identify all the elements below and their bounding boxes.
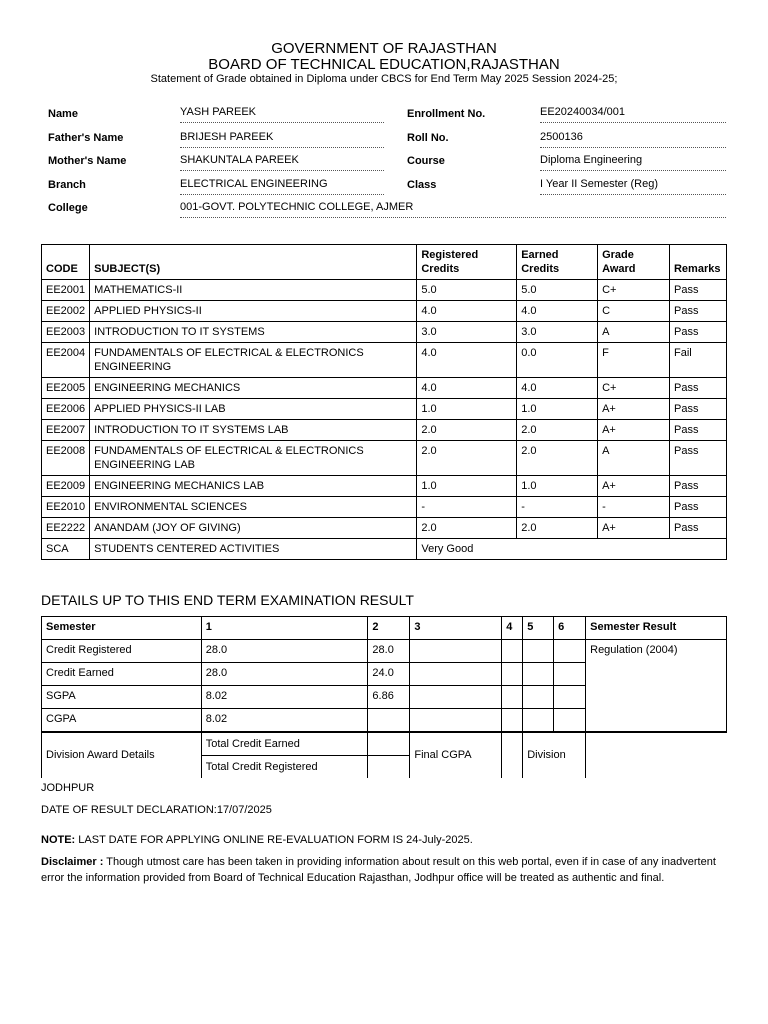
course-value: Diploma Engineering: [540, 154, 726, 171]
subject-grade-cell: -: [598, 497, 670, 518]
name-label: Name: [48, 108, 78, 120]
subject-reg-cell: 2.0: [417, 441, 517, 476]
subject-earned-cell: -: [517, 497, 598, 518]
course-label: Course: [407, 155, 445, 167]
college-label: College: [48, 202, 88, 214]
place: JODHPUR: [41, 782, 95, 794]
subject-reg-cell: 4.0: [417, 301, 517, 322]
subject-subject-cell: INTRODUCTION TO IT SYSTEMS LAB: [90, 420, 417, 441]
col-code: CODE: [42, 245, 90, 280]
subject-code-cell: EE2007: [42, 420, 90, 441]
header-statement: Statement of Grade obtained in Diploma under CBCS for End Term May 2025 Session 2024-25;: [150, 73, 618, 85]
row-label: SGPA: [42, 686, 202, 709]
subject-row: [42, 476, 727, 497]
result-row-credit-registered: [42, 640, 727, 663]
college-value: 001-GOVT. POLYTECHNIC COLLEGE, AJMER: [180, 201, 726, 218]
subject-row: [42, 378, 727, 399]
subject-grade-cell: A+: [598, 399, 670, 420]
subject-reg-cell: -: [417, 497, 517, 518]
sem1-value: 8.02: [201, 686, 368, 709]
subject-remarks-cell: Pass: [669, 476, 726, 497]
sem2-value: 28.0: [368, 640, 410, 663]
class-label: Class: [407, 179, 437, 191]
result-date: DATE OF RESULT DECLARATION:17/07/2025: [41, 804, 272, 816]
header-government: GOVERNMENT OF RAJASTHAN: [271, 40, 497, 57]
class-value: I Year II Semester (Reg): [540, 178, 726, 195]
sca-code-cell: SCA: [42, 539, 90, 560]
col-remarks: Remarks: [669, 245, 726, 280]
subject-code-cell: EE2006: [42, 399, 90, 420]
subject-reg-cell: 3.0: [417, 322, 517, 343]
subject-earned-cell: 2.0: [517, 518, 598, 539]
subject-code-cell: EE2008: [42, 441, 90, 476]
enrollment-value: EE20240034/001: [540, 106, 726, 123]
subject-earned-cell: 2.0: [517, 441, 598, 476]
row-label: Credit Earned: [42, 663, 202, 686]
subject-grade-cell: A+: [598, 420, 670, 441]
enrollment-label: Enrollment No.: [407, 108, 486, 120]
subject-subject-cell: ENGINEERING MECHANICS LAB: [90, 476, 417, 497]
subject-subject-cell: ANANDAM (JOY OF GIVING): [90, 518, 417, 539]
subject-row: [42, 441, 727, 476]
subject-grade-cell: F: [598, 343, 670, 378]
subject-remarks-cell: Pass: [669, 322, 726, 343]
sem1-value: 8.02: [201, 709, 368, 733]
subject-remarks-cell: Pass: [669, 378, 726, 399]
subject-earned-cell: 1.0: [517, 399, 598, 420]
subject-remarks-cell: Pass: [669, 420, 726, 441]
branch-value: ELECTRICAL ENGINEERING: [180, 178, 384, 195]
subject-earned-cell: 4.0: [517, 301, 598, 322]
subject-subject-cell: INTRODUCTION TO IT SYSTEMS: [90, 322, 417, 343]
subject-subject-cell: FUNDAMENTALS OF ELECTRICAL & ELECTRONICS ENGINEERING LAB: [90, 441, 417, 476]
subject-grade-cell: C+: [598, 280, 670, 301]
subject-earned-cell: 5.0: [517, 280, 598, 301]
subject-earned-cell: 3.0: [517, 322, 598, 343]
subject-earned-cell: 0.0: [517, 343, 598, 378]
subject-code-cell: EE2009: [42, 476, 90, 497]
subject-row: [42, 301, 727, 322]
subject-remarks-cell: Pass: [669, 399, 726, 420]
subject-reg-cell: 2.0: [417, 420, 517, 441]
col-semester-result: Semester Result: [586, 617, 727, 640]
subject-reg-cell: 4.0: [417, 378, 517, 399]
sca-row: [42, 539, 727, 560]
mother-value: SHAKUNTALA PAREEK: [180, 154, 384, 171]
division-award-label: Division Award Details: [42, 732, 202, 778]
sem1-value: 28.0: [201, 663, 368, 686]
subject-code-cell: EE2004: [42, 343, 90, 378]
subject-subject-cell: APPLIED PHYSICS-II: [90, 301, 417, 322]
subject-remarks-cell: Pass: [669, 301, 726, 322]
subject-subject-cell: ENVIRONMENTAL SCIENCES: [90, 497, 417, 518]
col-grade-award: Grade Award: [598, 245, 670, 280]
subject-grade-cell: A: [598, 322, 670, 343]
subject-remarks-cell: Pass: [669, 518, 726, 539]
name-value: YASH PAREEK: [180, 106, 384, 123]
subject-remarks-cell: Pass: [669, 441, 726, 476]
subject-earned-cell: 4.0: [517, 378, 598, 399]
subject-subject-cell: ENGINEERING MECHANICS: [90, 378, 417, 399]
subject-subject-cell: FUNDAMENTALS OF ELECTRICAL & ELECTRONICS ENGINEERING: [90, 343, 417, 378]
details-title: DETAILS UP TO THIS END TERM EXAMINATION RESULT: [41, 592, 414, 608]
sca-subject-cell: STUDENTS CENTERED ACTIVITIES: [90, 539, 417, 560]
subject-reg-cell: 2.0: [417, 518, 517, 539]
col-sem-3: 3: [410, 617, 502, 640]
col-semester: Semester: [42, 617, 202, 640]
regulation: Regulation (2004): [586, 640, 727, 733]
note: NOTE: LAST DATE FOR APPLYING ONLINE RE-EVALUATION FORM IS 24-July-2025.: [41, 834, 473, 846]
col-earned-credits: Earned Credits: [517, 245, 598, 280]
branch-label: Branch: [48, 179, 86, 191]
subject-code-cell: EE2005: [42, 378, 90, 399]
subject-earned-cell: 1.0: [517, 476, 598, 497]
subject-row: [42, 322, 727, 343]
sem2-value: 24.0: [368, 663, 410, 686]
subject-row: [42, 497, 727, 518]
subject-code-cell: EE2222: [42, 518, 90, 539]
subject-grade-cell: A+: [598, 476, 670, 497]
subject-reg-cell: 5.0: [417, 280, 517, 301]
subject-earned-cell: 2.0: [517, 420, 598, 441]
subject-subject-cell: APPLIED PHYSICS-II LAB: [90, 399, 417, 420]
col-sem-6: 6: [554, 617, 586, 640]
row-label: CGPA: [42, 709, 202, 733]
final-cgpa-label: Final CGPA: [410, 732, 502, 778]
subject-code-cell: EE2003: [42, 322, 90, 343]
total-credit-registered-label: Total Credit Registered: [201, 756, 368, 779]
subject-grade-cell: A+: [598, 518, 670, 539]
subject-row: [42, 399, 727, 420]
col-sem-1: 1: [201, 617, 368, 640]
col-sem-4: 4: [502, 617, 523, 640]
mother-label: Mother's Name: [48, 155, 127, 167]
subject-row: [42, 420, 727, 441]
subject-row: [42, 280, 727, 301]
subjects-table: [41, 244, 727, 560]
father-label: Father's Name: [48, 132, 124, 144]
father-value: BRIJESH PAREEK: [180, 131, 384, 148]
subject-code-cell: EE2001: [42, 280, 90, 301]
col-registered-credits: Registered Credits: [417, 245, 517, 280]
sem2-value: [368, 709, 410, 733]
subject-subject-cell: MATHEMATICS-II: [90, 280, 417, 301]
subject-reg-cell: 1.0: [417, 476, 517, 497]
result-header-row: [42, 617, 727, 640]
subject-code-cell: EE2010: [42, 497, 90, 518]
roll-label: Roll No.: [407, 132, 449, 144]
division-label: Division: [523, 732, 586, 778]
subject-row: [42, 343, 727, 378]
subject-remarks-cell: Fail: [669, 343, 726, 378]
subject-row: [42, 518, 727, 539]
sem1-value: 28.0: [201, 640, 368, 663]
subjects-header-row: [42, 245, 727, 280]
subject-grade-cell: C+: [598, 378, 670, 399]
col-sem-2: 2: [368, 617, 410, 640]
division-row-1: [42, 732, 727, 756]
result-table: [41, 616, 727, 778]
col-sem-5: 5: [523, 617, 554, 640]
subject-code-cell: EE2002: [42, 301, 90, 322]
subject-reg-cell: 4.0: [417, 343, 517, 378]
disclaimer: Disclaimer : Though utmost care has been taken in providing information about result on this web portal, even if in case of any inadvertent error the information provided from Board of Technical Education Rajasthan, Jodhpur office will be treated as authentic and final.: [41, 856, 716, 884]
row-label: Credit Registered: [42, 640, 202, 663]
subject-reg-cell: 1.0: [417, 399, 517, 420]
subject-remarks-cell: Pass: [669, 497, 726, 518]
header-board: BOARD OF TECHNICAL EDUCATION,RAJASTHAN: [208, 56, 560, 73]
subject-remarks-cell: Pass: [669, 280, 726, 301]
roll-value: 2500136: [540, 131, 726, 148]
sca-value-cell: Very Good: [417, 539, 727, 560]
subject-grade-cell: A: [598, 441, 670, 476]
sem2-value: 6.86: [368, 686, 410, 709]
subject-grade-cell: C: [598, 301, 670, 322]
col-subject: SUBJECT(S): [90, 245, 417, 280]
total-credit-earned-label: Total Credit Earned: [201, 732, 368, 756]
